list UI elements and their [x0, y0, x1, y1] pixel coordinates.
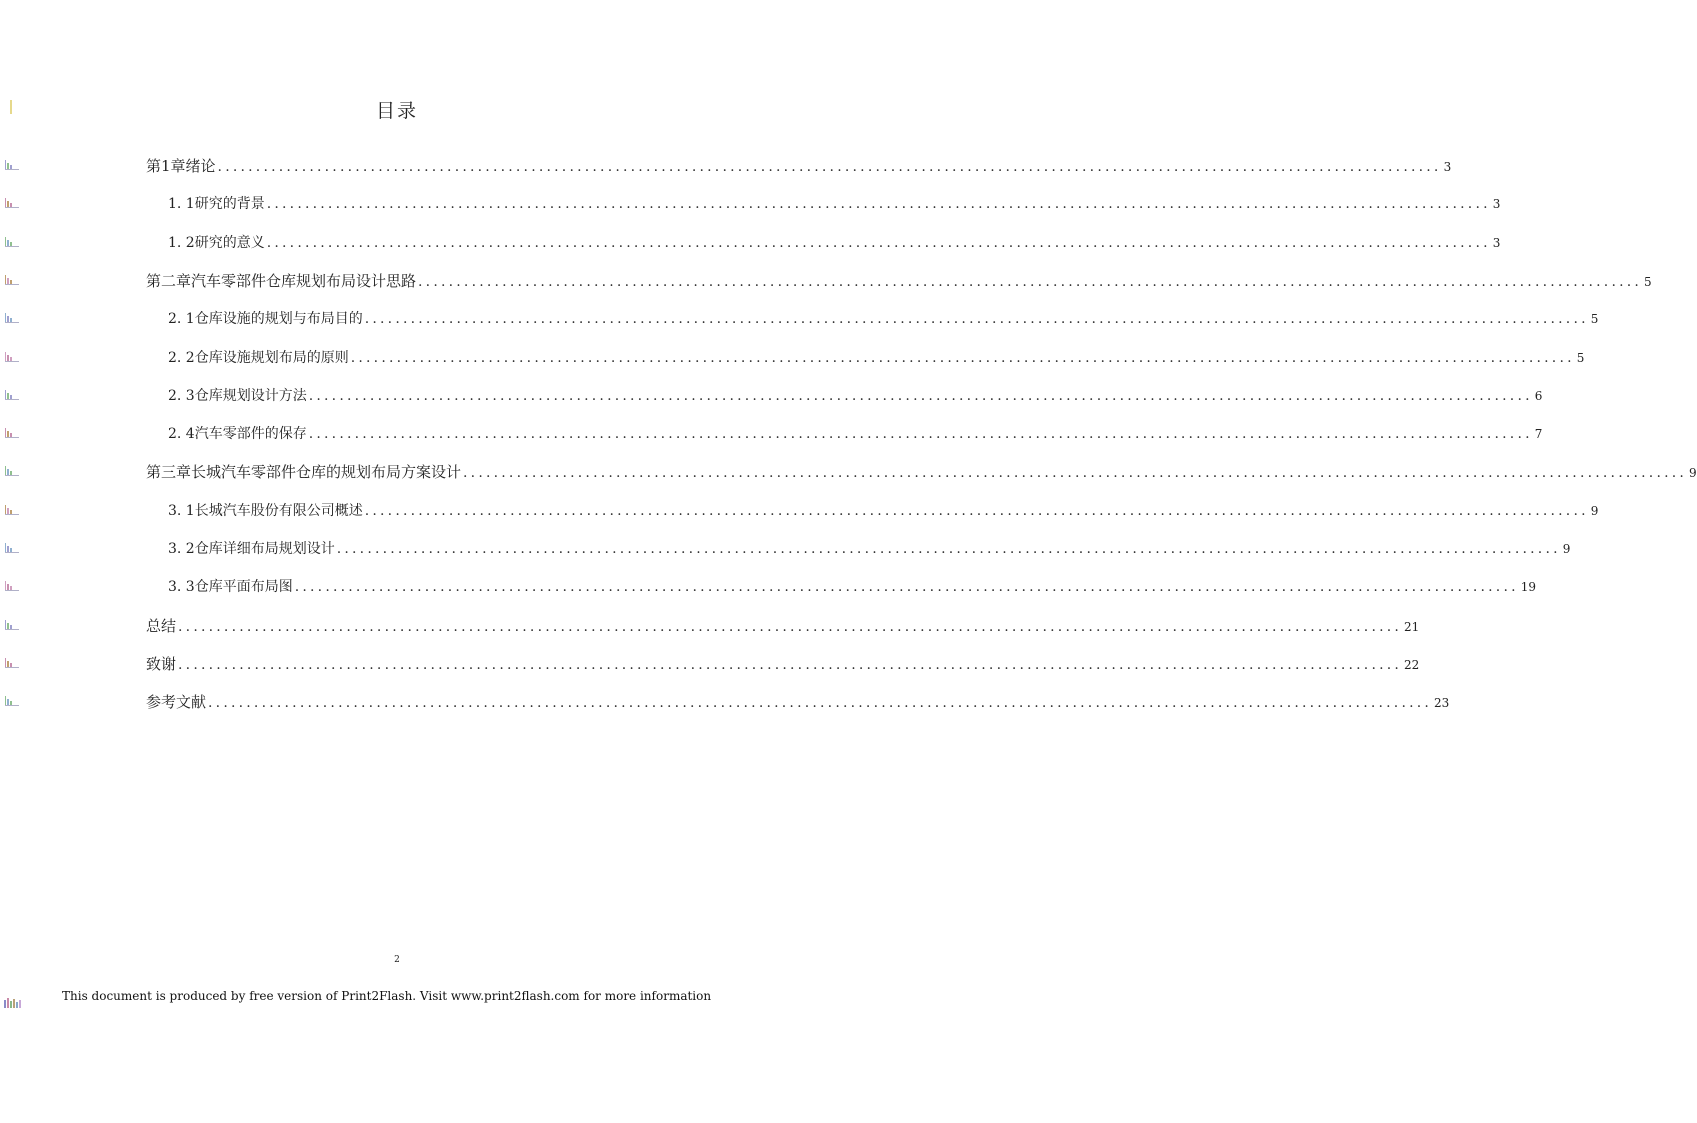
- toc-entry-page-number: 19: [1520, 580, 1537, 594]
- bookmark-icon: [4, 695, 20, 707]
- toc-entry-label: 第1章绪论: [146, 157, 216, 175]
- print2flash-icon: [4, 993, 24, 1012]
- toc-entry[interactable]: [168, 500, 1599, 522]
- toc-entry-page-number: 5: [1644, 275, 1652, 289]
- toc-entry-page-number: 9: [1562, 542, 1571, 556]
- dot-leader: ................................................................................................................................................................: [308, 426, 1533, 442]
- toc-entry[interactable]: [146, 155, 1452, 177]
- toc-entry[interactable]: [168, 232, 1501, 254]
- toc-entry-page-number: 5: [1590, 312, 1599, 326]
- toc-entry-label: 2. 1仓库设施的规划与布局目的: [168, 311, 363, 327]
- dot-leader: ................................................................................................................................................................: [266, 196, 1491, 212]
- bookmark-icon: [4, 504, 20, 516]
- toc-entry-page-number: 3: [1492, 236, 1501, 250]
- bookmark-icon: [4, 312, 20, 324]
- toc-entry-page-number: 23: [1434, 696, 1450, 710]
- toc-entry[interactable]: [168, 423, 1543, 445]
- toc-entry-page-number: 5: [1576, 351, 1585, 365]
- dot-leader: ................................................................................................................................................................: [266, 235, 1491, 251]
- footer-notice: This document is produced by free version of Print2Flash. Visit www.print2flash.com for more information: [62, 989, 712, 1003]
- toc-entry-label: 致谢: [146, 655, 177, 673]
- toc-entry-page-number: 9: [1689, 466, 1697, 480]
- page-number: 2: [394, 955, 400, 965]
- toc-entry-label: 第三章长城汽车零部件仓库的规划布局方案设计: [146, 463, 462, 481]
- dot-leader: ................................................................................................................................................................: [364, 503, 1589, 519]
- toc-entry[interactable]: [168, 347, 1585, 369]
- bookmark-icon: [4, 427, 20, 439]
- toc-entry-label: 3. 3仓库平面布局图: [168, 579, 293, 595]
- dot-leader: ................................................................................................................................................................: [208, 695, 1433, 711]
- toc-entry[interactable]: [168, 385, 1543, 407]
- toc-entry[interactable]: [146, 653, 1420, 675]
- bookmark-icon: [4, 465, 20, 477]
- toc-entry-label: 参考文献: [146, 693, 207, 711]
- toc-entry[interactable]: [146, 461, 1697, 483]
- dot-leader: ................................................................................................................................................................: [178, 619, 1403, 635]
- toc-entry-page-number: 21: [1404, 620, 1420, 634]
- toc-entry-label: 2. 2仓库设施规划布局的原则: [168, 350, 349, 366]
- bookmark-icon: [4, 351, 20, 363]
- toc-entry-label: 3. 2仓库详细布局规划设计: [168, 541, 335, 557]
- toc-entry-page-number: 22: [1404, 658, 1420, 672]
- bookmark-icon: [4, 197, 20, 209]
- toc-entry[interactable]: [168, 576, 1537, 598]
- bookmark-icon: [4, 236, 20, 248]
- bookmark-icon: [4, 274, 20, 286]
- dot-leader: ................................................................................................................................................................: [350, 350, 1575, 366]
- toc-entry[interactable]: [168, 193, 1501, 215]
- toc-entry-label: 总结: [146, 617, 177, 635]
- toc-entry[interactable]: [146, 691, 1450, 713]
- dot-leader: ................................................................................................................................................................: [463, 465, 1688, 481]
- toc-entry[interactable]: [168, 308, 1599, 330]
- bookmark-icon: [4, 159, 20, 171]
- dot-leader: ................................................................................................................................................................: [308, 388, 1533, 404]
- toc-entry-label: 3. 1长城汽车股份有限公司概述: [168, 503, 363, 519]
- toc-entry-label: 1. 2研究的意义: [168, 235, 265, 251]
- bookmark-icon: [4, 580, 20, 592]
- dot-leader: ................................................................................................................................................................: [418, 274, 1643, 290]
- dot-leader: ................................................................................................................................................................: [178, 657, 1403, 673]
- toc-entry-page-number: 6: [1534, 389, 1543, 403]
- bookmark-icon: [4, 657, 20, 669]
- dot-leader: ................................................................................................................................................................: [294, 579, 1519, 595]
- dot-leader: ................................................................................................................................................................: [336, 541, 1561, 557]
- toc-entry-label: 2. 3仓库规划设计方法: [168, 388, 307, 404]
- toc-entry[interactable]: [168, 538, 1571, 560]
- page-title: 目录: [375, 100, 418, 122]
- toc-entry-page-number: 3: [1492, 197, 1501, 211]
- dot-leader: ................................................................................................................................................................: [217, 159, 1442, 175]
- toc-entry-page-number: 3: [1443, 160, 1452, 174]
- bookmark-icon: [4, 389, 20, 401]
- toc-entry-label: 2. 4汽车零部件的保存: [168, 426, 307, 442]
- dot-leader: ................................................................................................................................................................: [364, 311, 1589, 327]
- toc-entry[interactable]: [146, 270, 1652, 292]
- bookmark-icon: [4, 542, 20, 554]
- toc-entry-label: 1. 1研究的背景: [168, 196, 265, 212]
- toc-entry-page-number: 7: [1534, 427, 1543, 441]
- toc-entry[interactable]: [146, 615, 1420, 637]
- bookmark-icon: [4, 619, 20, 631]
- toc-entry-page-number: 9: [1590, 504, 1599, 518]
- toc-entry-label: 第二章汽车零部件仓库规划布局设计思路: [146, 272, 417, 290]
